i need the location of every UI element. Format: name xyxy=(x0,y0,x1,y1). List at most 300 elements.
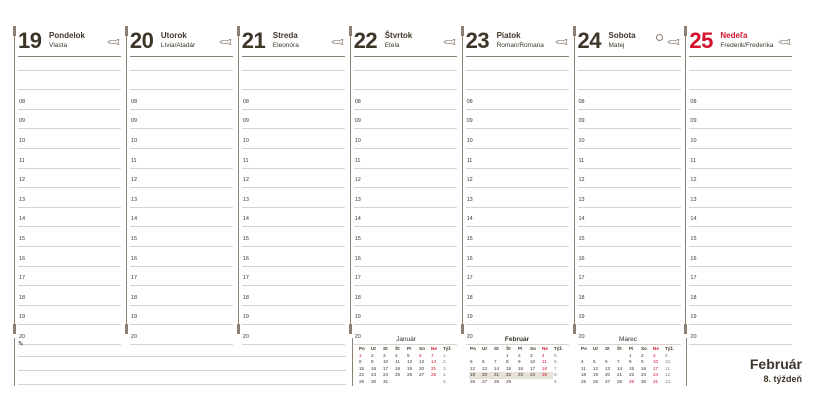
month-week-box xyxy=(686,338,814,388)
hour-slot[interactable] xyxy=(689,188,792,208)
date-cell: 29 xyxy=(359,378,365,384)
day-divider xyxy=(350,26,351,334)
date-cell: 16 xyxy=(371,365,377,371)
hour-label: 11 xyxy=(466,157,473,164)
hour-label: 08 xyxy=(466,98,473,105)
date-cell: 18 xyxy=(395,365,401,371)
day-name: Pondelok xyxy=(49,31,86,40)
hour-slot[interactable] xyxy=(466,286,569,306)
hour-slot[interactable] xyxy=(354,247,457,267)
date-cell: 9 xyxy=(371,359,374,365)
hour-label: 18 xyxy=(19,294,26,301)
weekday-header: St xyxy=(605,346,610,351)
date-cell: 22 xyxy=(629,372,635,378)
hour-slot[interactable] xyxy=(18,90,121,110)
day-column[interactable] xyxy=(14,26,125,340)
weekday-header: Ut xyxy=(593,346,598,351)
hour-slot[interactable] xyxy=(130,110,233,130)
hour-slot[interactable] xyxy=(18,71,121,91)
hour-label: 10 xyxy=(466,137,473,144)
date-cell: 21 xyxy=(431,365,437,371)
fish-icon xyxy=(778,32,792,38)
date-cell: 5 xyxy=(470,359,473,365)
date-cell: 13 xyxy=(605,365,611,371)
hour-label: 13 xyxy=(578,196,585,203)
hour-slot[interactable] xyxy=(354,286,457,306)
date-cell: 12 xyxy=(593,365,599,371)
date-cell: 13 xyxy=(419,359,425,365)
hour-slot[interactable] xyxy=(242,129,345,149)
hour-label: 14 xyxy=(466,216,473,223)
hour-label: 16 xyxy=(19,255,26,262)
hour-slot[interactable] xyxy=(130,90,233,110)
day-column[interactable] xyxy=(126,26,237,340)
hour-slot[interactable] xyxy=(18,227,121,247)
date-cell: 29 xyxy=(629,378,635,384)
hour-label: 08 xyxy=(130,98,138,105)
date-cell: 22 xyxy=(359,372,365,378)
hour-slot[interactable] xyxy=(18,169,121,189)
hour-slot[interactable] xyxy=(354,90,457,110)
hour-slot[interactable] xyxy=(578,208,681,228)
hour-slot[interactable] xyxy=(354,267,457,287)
fish-icon xyxy=(107,32,121,38)
date-cell xyxy=(580,353,592,360)
hour-label: 14 xyxy=(130,216,138,223)
date-cell: 17 xyxy=(653,365,659,371)
day-divider xyxy=(14,26,15,334)
hour-slot[interactable] xyxy=(354,306,457,326)
date-cell: 17 xyxy=(383,365,389,371)
hour-label: 13 xyxy=(466,196,473,203)
hour-slot[interactable] xyxy=(578,90,681,110)
date-cell: 21 xyxy=(493,372,505,379)
week-number-cell: 8. xyxy=(554,372,558,378)
hour-slot[interactable] xyxy=(466,247,569,267)
date-cell: 6 xyxy=(605,359,608,365)
hour-label: 10 xyxy=(578,137,585,144)
pencil-icon: ✎ xyxy=(18,341,24,348)
hour-slot[interactable] xyxy=(130,286,233,306)
date-cell xyxy=(592,353,604,360)
weekday-header: St xyxy=(494,346,499,351)
fish-icon xyxy=(555,32,569,38)
date-cell: 22 xyxy=(505,372,517,379)
hour-slot[interactable] xyxy=(578,169,681,189)
hour-slot[interactable] xyxy=(354,188,457,208)
week-number-cell: 9. xyxy=(554,378,558,384)
hour-slot[interactable] xyxy=(578,129,681,149)
week-number-cell: 9. xyxy=(665,352,669,358)
date-cell: 10 xyxy=(653,359,659,365)
hour-label: 15 xyxy=(130,235,138,242)
date-cell: 25 xyxy=(395,372,401,378)
hour-slot[interactable] xyxy=(130,306,233,326)
hour-slot[interactable] xyxy=(18,247,121,267)
date-cell: 1 xyxy=(359,352,362,358)
hour-label: 12 xyxy=(466,177,473,184)
hour-label: 08 xyxy=(354,98,361,105)
hour-label: 09 xyxy=(578,118,585,125)
date-cell: 19 xyxy=(407,365,413,371)
hour-slot[interactable] xyxy=(578,267,681,287)
day-name: Piatok xyxy=(496,31,521,40)
date-cell: 8 xyxy=(359,359,362,365)
date-cell: 27 xyxy=(419,372,425,378)
hour-label: 09 xyxy=(466,118,473,125)
nameday: Roman/Romana xyxy=(496,42,544,49)
day-number: 21 xyxy=(241,28,266,53)
nameday: Frederik/Frederika xyxy=(720,42,774,49)
hour-label: 20 xyxy=(19,333,26,340)
mini-calendar-month: Január xyxy=(396,336,416,343)
hour-label: 16 xyxy=(690,255,697,262)
weekday-header: Po xyxy=(581,346,587,351)
hour-slot[interactable] xyxy=(578,227,681,247)
month-divider xyxy=(686,338,687,386)
hour-label: 09 xyxy=(354,118,361,125)
fish-icon xyxy=(219,32,233,38)
date-cell: 8 xyxy=(506,359,509,365)
mini-calendar-month: Marec xyxy=(618,336,638,343)
hour-slot[interactable] xyxy=(354,51,457,71)
hour-slot[interactable] xyxy=(689,90,792,110)
weekday-header: Ne xyxy=(542,346,548,351)
date-cell xyxy=(493,353,505,360)
date-cell xyxy=(604,353,616,360)
date-cell xyxy=(406,379,418,386)
hour-label: 10 xyxy=(690,137,697,144)
day-divider xyxy=(462,26,463,334)
hour-label: 12 xyxy=(690,177,697,184)
week-number-cell: 5. xyxy=(554,352,558,358)
date-cell: 11 xyxy=(395,359,400,365)
hour-slot[interactable] xyxy=(130,129,233,149)
hour-label: 17 xyxy=(242,275,249,282)
week-number-cell: 11. xyxy=(665,365,672,371)
date-cell: 29 xyxy=(506,378,512,384)
date-cell xyxy=(394,379,406,386)
weekday-header: Št xyxy=(395,346,400,351)
date-cell: 25 xyxy=(541,372,553,379)
date-cell: 9 xyxy=(518,359,521,365)
weekday-header: Ut xyxy=(482,346,487,351)
hour-slot[interactable] xyxy=(578,188,681,208)
hour-slot[interactable] xyxy=(689,227,792,247)
date-cell: 31 xyxy=(383,378,389,384)
hour-label: 11 xyxy=(690,157,697,164)
date-cell: 24 xyxy=(383,372,389,378)
hour-label: 20 xyxy=(578,333,585,340)
date-cell: 8 xyxy=(629,359,632,365)
date-cell xyxy=(541,379,553,386)
hour-slot[interactable] xyxy=(689,286,792,306)
hour-label: 10 xyxy=(19,137,26,144)
date-cell xyxy=(430,379,442,386)
day-divider xyxy=(685,26,686,334)
hour-label: 15 xyxy=(354,235,361,242)
hour-slot[interactable] xyxy=(130,71,233,91)
hour-slot[interactable] xyxy=(689,110,792,130)
hour-slot[interactable] xyxy=(578,71,681,91)
hour-slot[interactable] xyxy=(466,129,569,149)
hour-slot[interactable] xyxy=(18,306,121,326)
hour-slot[interactable] xyxy=(242,227,345,247)
hour-slot[interactable] xyxy=(466,90,569,110)
hour-label: 10 xyxy=(242,137,249,144)
hour-label: 16 xyxy=(578,255,585,262)
date-cell: 28 xyxy=(431,372,437,378)
date-cell: 7 xyxy=(431,352,434,358)
moon-phase-icon xyxy=(656,34,663,41)
hour-slot[interactable] xyxy=(242,51,345,71)
hour-slot[interactable] xyxy=(242,169,345,189)
hour-slot[interactable] xyxy=(354,129,457,149)
weekday-header: Týž. xyxy=(443,346,452,351)
hour-label: 19 xyxy=(466,314,473,321)
day-name: Sobota xyxy=(608,31,636,40)
hour-slot[interactable] xyxy=(689,306,792,326)
hour-slot[interactable] xyxy=(130,267,233,287)
date-cell: 26 xyxy=(470,378,476,384)
notes-divider xyxy=(14,338,15,386)
hour-slot[interactable] xyxy=(18,188,121,208)
weekday-header: Po xyxy=(359,346,365,351)
hour-slot[interactable] xyxy=(689,208,792,228)
weekday-header: St xyxy=(383,346,388,351)
hour-slot[interactable] xyxy=(689,169,792,189)
hour-label: 16 xyxy=(130,255,138,262)
hour-label: 08 xyxy=(19,98,26,105)
date-cell: 23 xyxy=(371,372,377,378)
weekday-header: Ut xyxy=(371,346,376,351)
date-cell: 20 xyxy=(605,372,611,378)
date-cell: 11 xyxy=(542,359,547,365)
date-cell: 17 xyxy=(530,365,536,371)
date-cell: 30 xyxy=(371,378,377,384)
mini-calendar-month: Február xyxy=(504,336,530,343)
date-cell: 30 xyxy=(641,378,647,384)
notes-area[interactable] xyxy=(14,338,346,386)
hour-label: 09 xyxy=(130,118,138,125)
hour-slot[interactable] xyxy=(466,169,569,189)
hour-slot[interactable] xyxy=(242,286,345,306)
hour-slot[interactable] xyxy=(354,149,457,169)
hour-slot[interactable] xyxy=(578,51,681,71)
hour-slot[interactable] xyxy=(242,208,345,228)
hour-label: 12 xyxy=(354,177,361,184)
hour-slot[interactable] xyxy=(354,208,457,228)
hour-slot[interactable] xyxy=(466,267,569,287)
date-cell: 7 xyxy=(617,359,620,365)
hour-slot[interactable] xyxy=(578,286,681,306)
hour-label: 20 xyxy=(466,333,473,340)
hour-slot[interactable] xyxy=(130,227,233,247)
hour-slot[interactable] xyxy=(578,110,681,130)
date-cell: 26 xyxy=(407,372,413,378)
week-number-cell: 1. xyxy=(443,352,447,358)
date-cell: 15 xyxy=(629,365,635,371)
hour-slot[interactable] xyxy=(18,208,121,228)
nameday: Matej xyxy=(608,42,625,49)
hour-slot[interactable] xyxy=(242,71,345,91)
hour-slot[interactable] xyxy=(466,306,569,326)
hour-label: 20 xyxy=(690,333,697,340)
day-name: Štvrtok xyxy=(384,31,413,40)
hour-label: 12 xyxy=(578,177,585,184)
date-cell: 20 xyxy=(481,372,493,379)
fish-icon xyxy=(331,32,345,38)
date-cell: 31 xyxy=(653,378,659,384)
day-divider xyxy=(574,26,575,334)
date-cell: 3 xyxy=(530,352,533,358)
date-cell: 12 xyxy=(470,365,476,371)
weekday-header: Ne xyxy=(653,346,659,351)
date-cell: 23 xyxy=(641,372,647,378)
day-name: Streda xyxy=(272,31,298,40)
hour-label: 19 xyxy=(130,314,138,321)
hour-slot[interactable] xyxy=(130,51,233,71)
hour-slot[interactable] xyxy=(578,247,681,267)
date-cell xyxy=(418,379,430,386)
date-cell: 21 xyxy=(617,372,623,378)
hour-slot[interactable] xyxy=(130,169,233,189)
hour-slot[interactable] xyxy=(18,286,121,306)
date-cell: 2 xyxy=(518,352,521,358)
hour-slot[interactable] xyxy=(354,71,457,91)
hour-slot[interactable] xyxy=(130,247,233,267)
week-number-cell: 10. xyxy=(665,359,672,365)
hour-slot[interactable] xyxy=(18,51,121,71)
hour-slot[interactable] xyxy=(689,267,792,287)
hour-slot[interactable] xyxy=(466,188,569,208)
hour-label: 15 xyxy=(578,235,585,242)
hour-label: 08 xyxy=(690,98,697,105)
nameday: Eleonóra xyxy=(272,42,299,49)
hour-label: 17 xyxy=(466,275,473,282)
weekday-header: Ne xyxy=(431,346,437,351)
date-cell: 23 xyxy=(517,372,529,379)
hour-slot[interactable] xyxy=(466,208,569,228)
hour-label: 20 xyxy=(354,333,361,340)
hour-slot[interactable] xyxy=(689,51,792,71)
hour-slot[interactable] xyxy=(18,267,121,287)
date-cell: 5 xyxy=(593,359,596,365)
weekday-header: So xyxy=(419,346,425,351)
hour-slot[interactable] xyxy=(354,110,457,130)
hour-slot[interactable] xyxy=(242,267,345,287)
day-column[interactable] xyxy=(238,26,349,340)
date-cell: 28 xyxy=(617,378,623,384)
hour-label: 09 xyxy=(242,118,249,125)
date-cell: 14 xyxy=(431,359,437,365)
hour-label: 13 xyxy=(242,196,249,203)
date-cell: 4 xyxy=(581,359,584,365)
hour-label: 14 xyxy=(354,216,361,223)
day-name: Nedeľa xyxy=(720,31,748,40)
hour-slot[interactable] xyxy=(242,90,345,110)
hour-label: 11 xyxy=(578,157,585,164)
hour-label: 19 xyxy=(19,314,26,321)
fish-icon xyxy=(443,32,457,38)
hour-slot[interactable] xyxy=(242,149,345,169)
hour-slot[interactable] xyxy=(354,169,457,189)
hour-slot[interactable] xyxy=(689,149,792,169)
hour-slot[interactable] xyxy=(578,149,681,169)
hour-slot[interactable] xyxy=(130,188,233,208)
hour-slot[interactable] xyxy=(242,188,345,208)
hour-slot[interactable] xyxy=(242,306,345,326)
date-cell: 27 xyxy=(482,378,488,384)
hour-slot[interactable] xyxy=(18,129,121,149)
hour-label: 14 xyxy=(690,216,697,223)
hour-label: 19 xyxy=(242,314,249,321)
hour-slot[interactable] xyxy=(689,129,792,149)
weekday-header: Týž. xyxy=(665,346,674,351)
hour-label: 20 xyxy=(130,333,138,340)
date-cell xyxy=(469,353,481,360)
hour-slot[interactable] xyxy=(466,110,569,130)
hour-slot[interactable] xyxy=(354,227,457,247)
hour-label: 17 xyxy=(130,275,138,282)
hour-slot[interactable] xyxy=(466,51,569,71)
date-cell: 2 xyxy=(641,352,644,358)
date-cell: 15 xyxy=(506,365,512,371)
hour-label: 17 xyxy=(19,275,26,282)
hour-slot[interactable] xyxy=(130,149,233,169)
hour-slot[interactable] xyxy=(466,149,569,169)
date-cell: 16 xyxy=(641,365,647,371)
date-cell: 10 xyxy=(530,359,536,365)
hour-slot[interactable] xyxy=(689,71,792,91)
hour-slot[interactable] xyxy=(18,110,121,130)
hour-label: 11 xyxy=(242,157,249,164)
calendars-divider xyxy=(352,338,353,386)
weekday-header: Pi xyxy=(629,346,634,351)
hour-label: 12 xyxy=(19,177,26,184)
day-column[interactable] xyxy=(685,26,796,340)
hour-label: 09 xyxy=(19,118,26,125)
hour-slot[interactable] xyxy=(466,227,569,247)
week-number-cell: 5. xyxy=(443,378,447,384)
hour-label: 11 xyxy=(354,157,361,164)
hour-label: 16 xyxy=(466,255,473,262)
date-cell: 3 xyxy=(383,352,386,358)
hour-slot[interactable] xyxy=(689,247,792,267)
week-number: 8. týždeň xyxy=(763,374,802,384)
hour-slot[interactable] xyxy=(466,71,569,91)
date-cell: 24 xyxy=(653,372,659,378)
hour-slot[interactable] xyxy=(130,208,233,228)
hour-label: 10 xyxy=(130,137,138,144)
weekday-header: Št xyxy=(617,346,622,351)
week-number-cell: 6. xyxy=(554,359,558,365)
hour-label: 20 xyxy=(242,333,249,340)
hour-slot[interactable] xyxy=(242,247,345,267)
date-cell: 3 xyxy=(653,352,656,358)
date-cell: 4 xyxy=(542,352,545,358)
hour-slot[interactable] xyxy=(18,149,121,169)
hour-label: 08 xyxy=(242,98,249,105)
date-cell: 1 xyxy=(506,352,509,358)
date-cell: 26 xyxy=(593,378,599,384)
hour-label: 17 xyxy=(690,275,697,282)
date-cell: 1 xyxy=(629,352,632,358)
nameday: Vlasta xyxy=(49,42,68,49)
hour-slot[interactable] xyxy=(578,306,681,326)
hour-slot[interactable] xyxy=(242,110,345,130)
hour-label: 18 xyxy=(354,294,361,301)
